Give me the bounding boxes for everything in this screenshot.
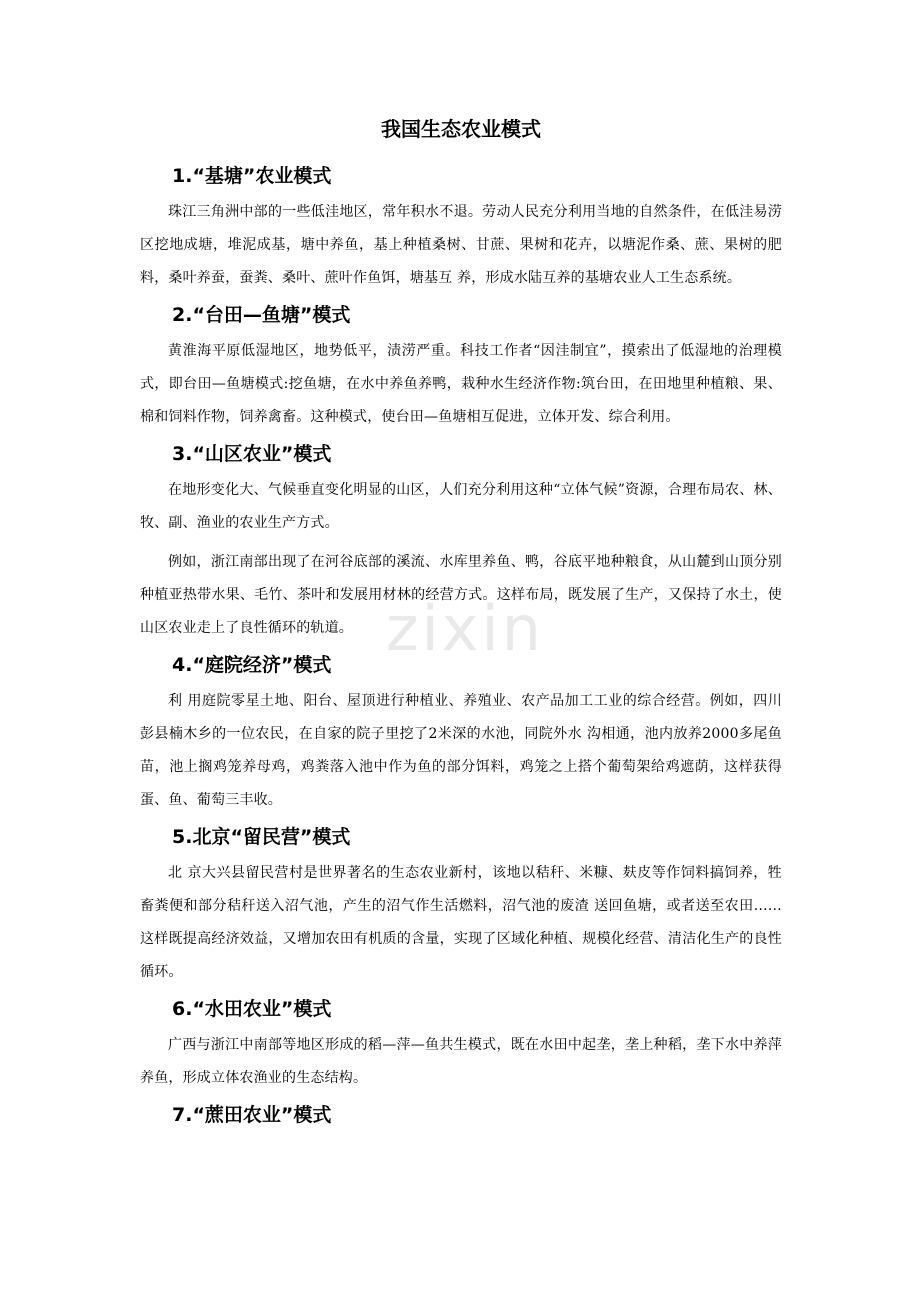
section-7: [140, 1101, 782, 1129]
section-heading: 6.“水田农业”模式: [172, 998, 332, 1020]
section-6: [140, 995, 782, 1095]
watermark: zixin: [386, 592, 544, 665]
section-2: [140, 301, 782, 434]
section-3: [140, 440, 782, 645]
section-heading: 1.“基塘”农业模式: [172, 165, 332, 187]
section-paragraph: 珠江三角洲中部的一些低洼地区，常年积水不退。劳动人民充分利用当地的自然条件，在低洼易涝区挖地成塘，堆泥成基，塘中养鱼，基上种植桑树、甘蔗、果树和花卉，以塘泥作桑、蔗、果树的肥料，桑叶养蚕，蚕粪、桑叶、蔗叶作鱼饵，塘基互 养，形成水陆互养的基塘农业人工生态系统。: [140, 204, 782, 286]
section-paragraph: 利 用庭院零星土地、阳台、屋顶进行种植业、养殖业、农产品加工工业的综合经营。例如，四川彭县楠木乡的一位农民，在自家的院子里挖了2米深的水池，同院外水 沟相通，池内放养2000多尾鱼苗，池上搁鸡笼养母鸡，鸡粪落入池中作为鱼的部分饵料，鸡笼之上搭个葡萄架给鸡遮荫，这样获得蛋、鱼、葡萄三丰收。: [140, 693, 782, 808]
section-paragraph: 黄淮海平原低湿地区，地势低平，渍涝严重。科技工作者“因洼制宜”，摸索出了低湿地的治理模式，即台田—鱼塘模式:挖鱼塘，在水中养鱼养鸭，栽种水生经济作物:筑台田，在田地里种植粮、果、棉和饲料作物，饲养禽畜。这种模式，使台田—鱼塘相互促进，立体开发、综合利用。: [140, 343, 782, 425]
section-paragraph: 广西与浙江中南部等地区形成的稻—萍—鱼共生模式，既在水田中起垄，垄上种稻，垄下水中养萍养鱼，形成立体农渔业的生态结构。: [140, 1037, 782, 1086]
section-paragraph: 北 京大兴县留民营村是世界著名的生态农业新村，该地以秸秆、米糠、麸皮等作饲料搞饲养，牲畜粪便和部分秸秆送入沼气池，产生的沼气作生活燃料，沼气池的废渣 送回鱼塘，或者送至农田……这样既提高经济效益，又增加农田有机质的含量，实现了区域化种植、规模化经营、清洁化生产的良性循环。: [140, 865, 782, 980]
section-1: [140, 162, 782, 295]
document-title: 我国生态农业模式: [381, 117, 541, 141]
section-heading: 3.“山区农业”模式: [172, 443, 332, 465]
section-paragraph: 在地形变化大、气候垂直变化明显的山区，人们充分利用这种“立体气候”资源，合理布局农、林、牧、副、渔业的农业生产方式。: [140, 482, 782, 531]
section-paragraph: 例如，浙江南部出现了在河谷底部的溪流、水库里养鱼、鸭，谷底平地种粮食，从山麓到山顶分别种植亚热带水果、毛竹、茶叶和发展用材林的经营方式。这样布局，既发展了生产，又保持了水土，使山区农业走上了良性循环的轨道。: [140, 554, 782, 636]
section-heading: 4.“庭院经济”模式: [172, 654, 332, 676]
section-heading: 5.北京“留民营”模式: [172, 826, 351, 848]
section-4: [140, 651, 782, 817]
document-body: [140, 112, 782, 1135]
section-heading: 2.“台田—鱼塘”模式: [172, 304, 351, 326]
section-5: [140, 823, 782, 989]
section-heading: 7.“蔗田农业”模式: [172, 1104, 332, 1126]
